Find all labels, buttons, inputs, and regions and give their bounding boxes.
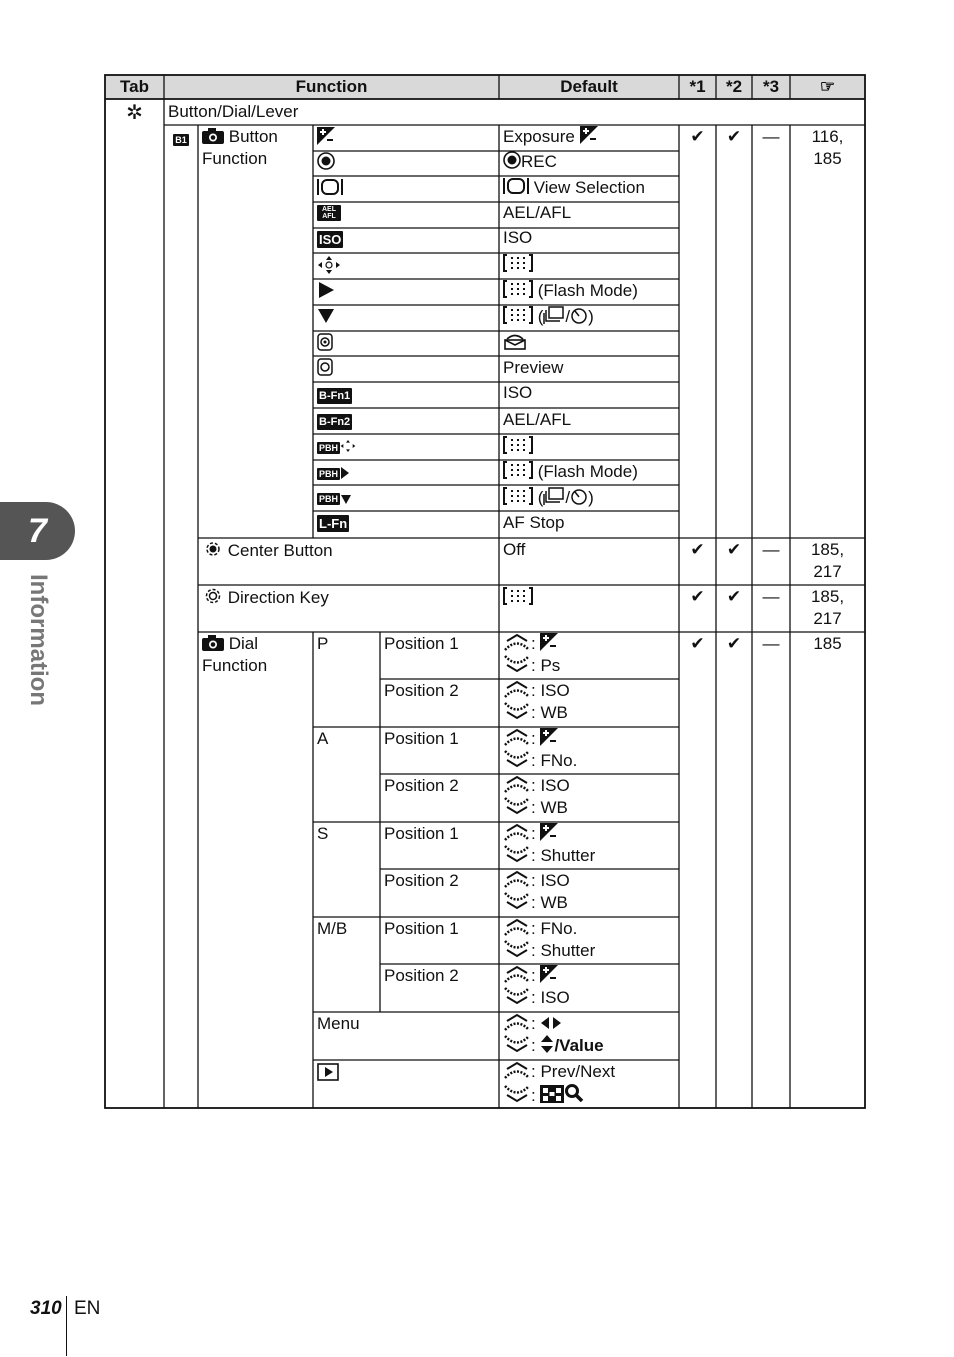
menu-default: : : /Value	[500, 1013, 678, 1057]
button-function-label: Button Function	[202, 127, 278, 168]
self-timer-icon	[570, 306, 588, 324]
p-position-1: Position 1	[384, 634, 459, 653]
center-button-star3: —	[762, 540, 780, 559]
rear-dial-icon	[503, 1085, 531, 1103]
rear-dial-icon	[503, 987, 531, 1005]
default-row-12: AEL/AFL	[503, 410, 572, 429]
rear-dial-icon	[503, 1035, 531, 1053]
default-row-11: ISO	[503, 383, 533, 402]
front-dial-icon	[503, 1013, 531, 1031]
front-dial-icon	[503, 728, 531, 746]
pbh-arrow-pad-key-icon: PBH	[314, 436, 498, 458]
center-button-star1: ✔	[690, 540, 705, 559]
default-row-6	[500, 254, 678, 276]
button-function-star3: —	[762, 127, 780, 146]
exposure-comp-icon	[540, 633, 558, 651]
center-button-label: Center Button	[200, 540, 498, 562]
af-target-icon	[503, 436, 533, 454]
header-page-reference: ☞	[819, 77, 836, 96]
one-touch-wb-key-icon	[314, 358, 498, 380]
ael-afl-key-icon: AEL AFL	[314, 203, 498, 225]
camera-icon	[202, 635, 224, 651]
front-dial-icon	[503, 870, 531, 888]
default-row-15: ( / )	[500, 487, 678, 509]
movie-rec-key-icon	[314, 152, 498, 174]
center-button-icon	[203, 540, 223, 558]
front-dial-icon	[503, 775, 531, 793]
af-target-icon	[503, 587, 533, 605]
direction-key-default	[500, 587, 678, 609]
left-right-arrows-icon	[540, 1015, 562, 1031]
s-position-2: Position 2	[384, 871, 459, 890]
dial-function-star2: ✔	[726, 634, 742, 653]
button-function-star1: ✔	[690, 127, 705, 146]
default-row-14: (Flash Mode)	[500, 461, 678, 483]
rear-dial-icon	[503, 702, 531, 720]
rear-dial-icon	[503, 655, 531, 673]
p-position-2: Position 2	[384, 681, 459, 700]
page-number: 310	[30, 1298, 62, 1319]
default-row-1: Exposure	[500, 126, 678, 148]
camera-icon	[202, 128, 224, 144]
mode-s: S	[317, 824, 329, 843]
gear-icon: ✲	[126, 102, 143, 124]
a-position-2: Position 2	[384, 776, 459, 795]
button-function-ref: 116, 185	[811, 127, 844, 168]
rear-dial-icon	[503, 797, 531, 815]
iso-key-icon: ISO	[319, 232, 342, 247]
view-selection-icon	[503, 177, 529, 195]
front-dial-icon	[503, 1061, 531, 1079]
header-function: Function	[295, 77, 368, 96]
default-row-8: ( / )	[500, 306, 678, 328]
mb-position-2: Position 2	[384, 966, 459, 985]
dial-function-ref: 185	[813, 634, 842, 653]
default-row-2: REC	[500, 151, 678, 173]
b1-tab-badge: B1	[175, 135, 187, 145]
af-target-icon	[503, 280, 533, 298]
mb-position-1-default: : FNo. : Shutter	[500, 918, 678, 962]
arrow-pad-key-icon	[314, 255, 498, 279]
rear-dial-icon	[503, 845, 531, 863]
s-position-2-default: : ISO : WB	[500, 870, 678, 914]
mode-a: A	[317, 729, 329, 748]
pbh-down-key-icon: PBH	[314, 487, 498, 509]
s-position-1-default: : : Shutter	[500, 823, 678, 867]
rear-dial-icon	[503, 750, 531, 768]
a-position-2-default: : ISO : WB	[500, 775, 678, 819]
chapter-title: Information	[25, 574, 52, 706]
center-button-star2: ✔	[726, 540, 742, 559]
exposure-comp-key-icon	[314, 127, 498, 149]
b-fn2-key-icon: B-Fn2	[319, 416, 351, 428]
movie-rec-icon	[503, 151, 521, 169]
direction-key-star3: —	[762, 587, 780, 606]
down-arrow-key-icon	[314, 307, 498, 329]
mode-p: P	[317, 634, 329, 653]
mode-m-b: M/B	[317, 919, 348, 938]
dial-function-label: Dial Function	[202, 634, 268, 675]
direction-key-star2: ✔	[726, 587, 742, 606]
default-row-10: Preview	[503, 358, 564, 377]
rear-dial-icon	[503, 940, 531, 958]
sequential-shooting-icon	[543, 306, 565, 324]
dial-function-star3: —	[762, 634, 780, 653]
front-dial-icon	[503, 918, 531, 936]
header-tab: Tab	[120, 77, 149, 96]
right-arrow-key-icon	[314, 281, 498, 303]
magnify-icon	[564, 1083, 584, 1103]
l-fn-key-icon: L-Fn	[319, 516, 348, 531]
up-down-arrows-icon	[540, 1035, 554, 1053]
direction-key-label: Direction Key	[200, 587, 498, 609]
default-row-4: AEL/AFL	[503, 203, 572, 222]
p-position-1-default: : : Ps	[500, 633, 678, 677]
af-target-icon	[503, 461, 533, 479]
mb-position-2-default: : : ISO	[500, 965, 678, 1009]
direction-key-star1: ✔	[690, 587, 705, 606]
default-row-5: ISO	[503, 228, 533, 247]
page-language: EN	[74, 1298, 101, 1319]
exposure-comp-icon	[540, 728, 558, 746]
header-star3: *3	[762, 77, 780, 96]
page-separator	[66, 1296, 67, 1356]
direction-key-ref: 185, 217	[810, 587, 845, 628]
mb-position-1: Position 1	[384, 919, 459, 938]
front-dial-icon	[503, 965, 531, 983]
exposure-comp-icon	[580, 126, 598, 144]
pbh-right-key-icon: PBH	[314, 462, 498, 484]
default-row-3: View Selection	[500, 177, 678, 199]
af-target-icon	[503, 254, 533, 272]
s-position-1: Position 1	[384, 824, 459, 843]
self-timer-icon	[570, 487, 588, 505]
default-row-9	[500, 332, 678, 354]
playback-default: : Prev/Next :	[500, 1061, 678, 1105]
front-dial-icon	[503, 633, 531, 651]
menu-label: Menu	[317, 1014, 360, 1033]
af-target-icon	[503, 487, 533, 505]
direction-key-icon	[203, 587, 223, 605]
view-selection-key-icon	[314, 178, 498, 200]
center-button-default: Off	[503, 540, 526, 559]
exposure-comp-icon	[540, 823, 558, 841]
one-touch-wb-icon	[503, 332, 527, 350]
center-button-ref: 185, 217	[810, 540, 845, 581]
index-thumbnail-icon	[540, 1085, 564, 1103]
header-star1: *1	[689, 77, 706, 96]
exposure-comp-icon	[540, 965, 558, 983]
rear-dial-icon	[503, 892, 531, 910]
preview-button-key-icon	[314, 333, 498, 355]
sequential-shooting-icon	[543, 487, 565, 505]
playback-mode-icon	[314, 1063, 498, 1085]
header-star2: *2	[725, 77, 743, 96]
b-fn1-key-icon: B-Fn1	[319, 390, 351, 402]
default-row-16: AF Stop	[503, 513, 565, 532]
default-row-13	[500, 436, 678, 458]
af-target-icon	[503, 306, 533, 324]
dial-function-star1: ✔	[690, 634, 705, 653]
a-position-1-default: : : FNo.	[500, 728, 678, 772]
default-row-7: (Flash Mode)	[500, 280, 678, 302]
a-position-1: Position 1	[384, 729, 459, 748]
chapter-number: 7	[28, 512, 47, 550]
front-dial-icon	[503, 680, 531, 698]
p-position-2-default: : ISO : WB	[500, 680, 678, 724]
header-default: Default	[560, 77, 618, 96]
button-function-star2: ✔	[726, 127, 742, 146]
section-title: Button/Dial/Lever	[168, 102, 299, 121]
front-dial-icon	[503, 823, 531, 841]
